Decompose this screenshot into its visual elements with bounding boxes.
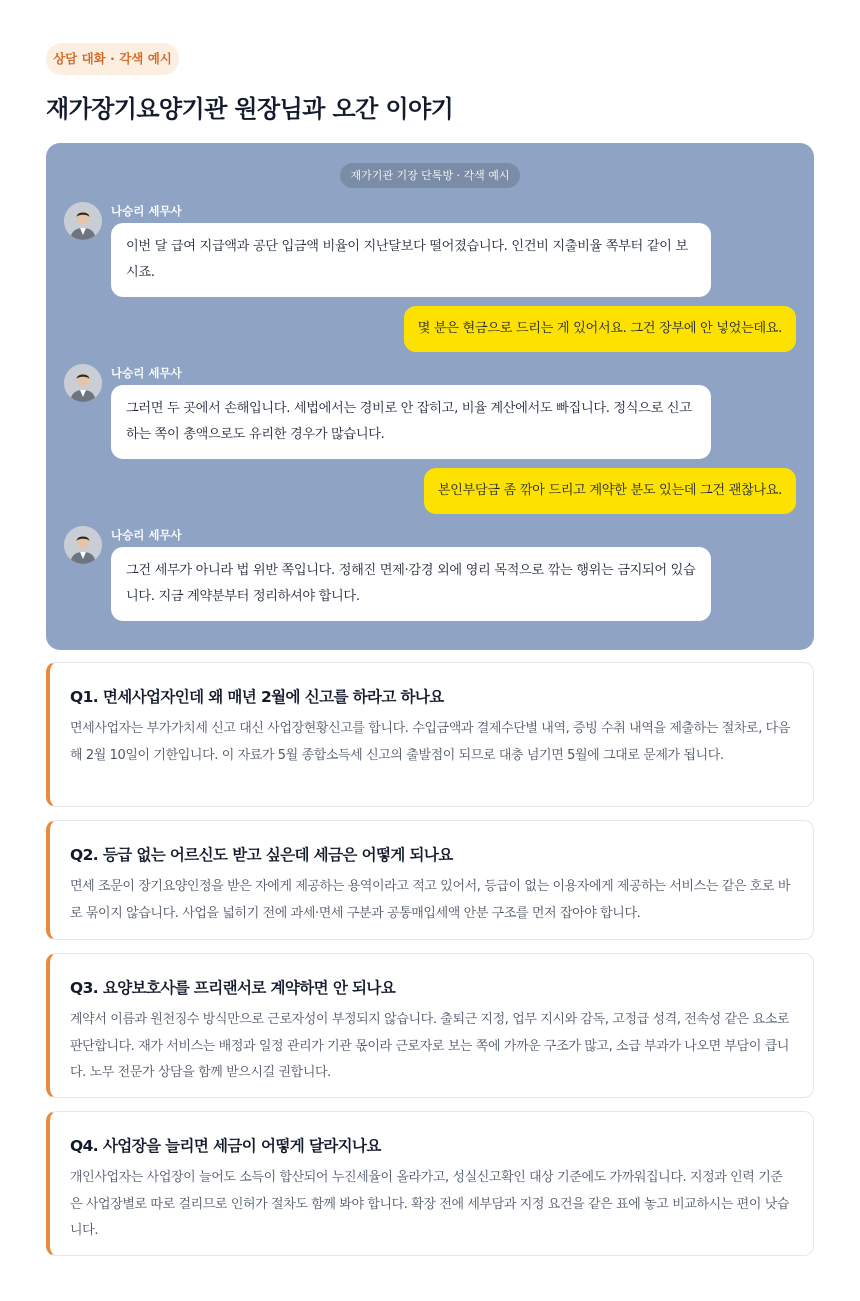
faq-answer: 계약서 이름과 원천징수 방식만으로 근로자성이 부정되지 않습니다. 출퇴근 지정, 업무 지시와 감독, 고정급 성격, 전속성 같은 요소로 판단합니다. 재가 서비스는 배정과 일정 관리가 기관 몫이라 근로자로 보는 쪽에 가까운 구조가 많고, 소급 부과가 나오면 부담이 큽니다. 노무 전문가 상담을 함께 받으시길 권합니다.	[70, 1012, 790, 1080]
faq-answer: 면세 조문이 장기요양인정을 받은 자에게 제공하는 용역이라고 적고 있어서, 등급이 없는 이용자에게 제공하는 서비스는 같은 호로 바로 묶이지 않습니다. 사업을 넓히기 전에 과세·면세 구분과 공통매입세액 안분 구조를 먼저 잡아야 합니다.	[70, 879, 790, 921]
incoming-message: 이번 달 급여 지급액과 공단 입금액 비율이 지난달보다 떨어졌습니다. 인건비 지출비율 쪽부터 같이 보시죠.	[111, 223, 711, 297]
faq-question: Q4. 사업장을 늘리면 세금이 어떻게 달라지나요	[70, 1137, 381, 1155]
chat-panel	[46, 143, 814, 650]
advisor-avatar	[64, 202, 102, 240]
advisor-avatar	[64, 364, 102, 402]
sender-name: 나승리 세무사	[111, 204, 182, 218]
faq-question: Q3. 요양보호사를 프리랜서로 계약하면 안 되나요	[70, 979, 396, 997]
sender-name: 나승리 세무사	[111, 528, 182, 542]
faq-card	[46, 953, 814, 1098]
person-icon	[64, 364, 102, 402]
person-icon	[64, 202, 102, 240]
faq-answer: 개인사업자는 사업장이 늘어도 소득이 합산되어 누진세율이 올라가고, 성실신고확인 대상 기준에도 가까워집니다. 지정과 인력 기준은 사업장별로 따로 걸리므로 인허가 절차도 함께 봐야 합니다. 확장 전에 세부담과 지정 요건을 같은 표에 놓고 비교하시는 편이 낫습니다.	[70, 1170, 790, 1238]
outgoing-message: 몇 분은 현금으로 드리는 게 있어서요. 그건 장부에 안 넣었는데요.	[404, 306, 796, 352]
faq-card	[46, 1111, 814, 1256]
faq-card	[46, 820, 814, 940]
faq-question: Q2. 등급 없는 어르신도 받고 싶은데 세금은 어떻게 되나요	[70, 846, 453, 864]
advisor-avatar	[64, 526, 102, 564]
incoming-message: 그건 세무가 아니라 법 위반 쪽입니다. 정해진 면제·감경 외에 영리 목적으로 깎는 행위는 금지되어 있습니다. 지금 계약분부터 정리하셔야 합니다.	[111, 547, 711, 621]
chat-room-label: 재가기관 기장 단톡방 · 각색 예시	[340, 163, 520, 188]
person-icon	[64, 526, 102, 564]
faq-card	[46, 662, 814, 807]
sender-name: 나승리 세무사	[111, 366, 182, 380]
incoming-message: 그러면 두 곳에서 손해입니다. 세법에서는 경비로 안 잡히고, 비율 계산에서도 빠집니다. 정식으로 신고하는 쪽이 총액으로도 유리한 경우가 많습니다.	[111, 385, 711, 459]
faq-question: Q1. 면세사업자인데 왜 매년 2월에 신고를 하라고 하나요	[70, 688, 444, 706]
faq-answer: 면세사업자는 부가가치세 신고 대신 사업장현황신고를 합니다. 수입금액과 결제수단별 내역, 증빙 수취 내역을 제출하는 절차로, 다음 해 2월 10일이 기한입니다. 이 자료가 5월 종합소득세 신고의 출발점이 되므로 대충 넘기면 5월에 그대로 문제가 됩니다.	[70, 721, 790, 763]
page-title: 재가장기요양기관 원장님과 오간 이야기	[46, 95, 454, 123]
outgoing-message: 본인부담금 좀 깎아 드리고 계약한 분도 있는데 그건 괜찮나요.	[424, 468, 796, 514]
category-badge: 상담 대화 · 각색 예시	[46, 43, 179, 75]
